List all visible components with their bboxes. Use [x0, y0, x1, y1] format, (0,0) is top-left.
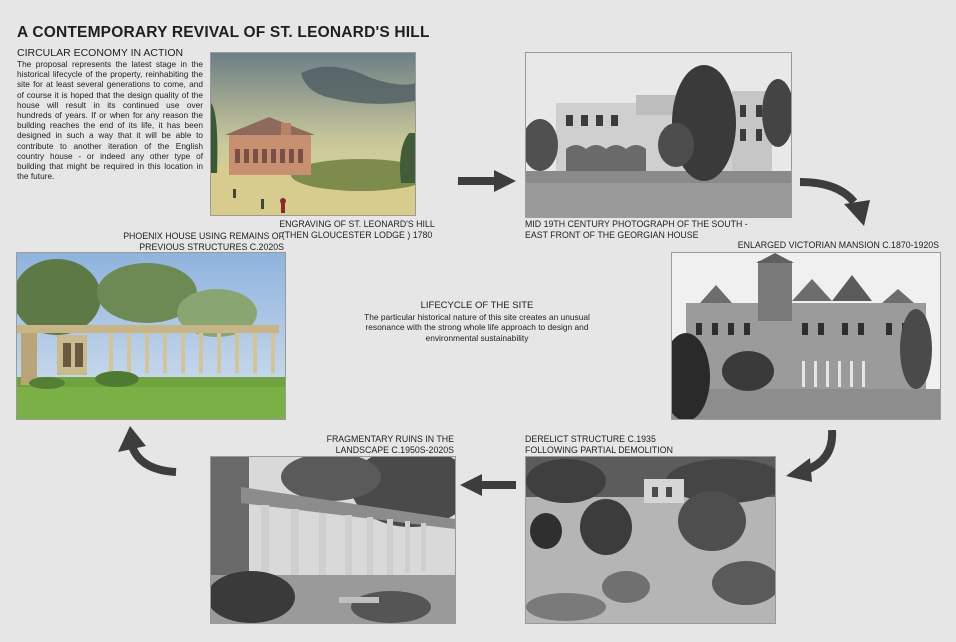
arrow-left-icon [460, 474, 516, 496]
stage-4-caption-line2: FOLLOWING PARTIAL DEMOLITION [525, 444, 673, 455]
phoenix-house-render [16, 252, 286, 420]
curved-arrow-3-head [118, 426, 146, 452]
stage-1-caption-line1: ENGRAVING OF ST. LEONARD'S HILL [279, 219, 435, 229]
stage-6-caption-line1: PHOENIX HOUSE USING REMAINS OF [123, 231, 284, 241]
stage-3-caption [680, 240, 939, 251]
stage-5-caption-line1: FRAGMENTARY RUINS IN THE [326, 434, 454, 444]
stage-5-caption [250, 434, 454, 455]
curved-arrow-2-head [786, 458, 812, 482]
arrow-left-head [460, 474, 482, 496]
curved-arrow-down-left-icon [782, 430, 842, 484]
curved-arrow-down-right-icon [798, 176, 872, 228]
stage-2-caption-line2: EAST FRONT OF THE GEORGIAN HOUSE [525, 229, 699, 240]
stage-2-caption-line1: MID 19TH CENTURY PHOTOGRAPH OF THE SOUTH - [525, 219, 748, 229]
intro-heading: CIRCULAR ECONOMY IN ACTION [17, 47, 184, 59]
page-title: A CONTEMPORARY REVIVAL OF ST. LEONARD'S HILL [17, 24, 430, 41]
lifecycle-body: The particular historical nature of this site creates an unusual resonance with the strong whole life approach to design and environmental sustainability [364, 311, 590, 343]
stage-1-caption [268, 219, 446, 240]
fragmentary-ruins-photo [210, 456, 456, 624]
stage-5-caption-line2: LANDSCAPE C.1950S-2020S [335, 444, 454, 455]
stage-4-caption-line1: DERELICT STRUCTURE C.1935 [525, 434, 656, 444]
lifecycle-heading: LIFECYCLE OF THE SITE [420, 300, 534, 311]
curved-arrow-3-shaft [132, 446, 176, 472]
arrow-right-head [494, 170, 516, 192]
derelict-structure-photo [525, 456, 776, 624]
intro-body: The proposal represents the latest stage in the historical lifecycle of the property, reinhabiting the site for at least several generations to come, and of course it is hoped that the design quality of the house will result in its continued use over hundreds of years. If or when for any reason the building reaches the end of its life, it has been designed in such a way that it will be able to contribute to another iteration of the English country house - or indeed any other type of building that might be required in this location in the future. [17, 59, 203, 182]
stage-1-caption-line2: (THEN GLOUCESTER LODGE ) 1780 [281, 229, 433, 240]
engraving-1780-image [210, 52, 416, 216]
stage-3-caption-line1: ENLARGED VICTORIAN MANSION C.1870-1920S [737, 240, 939, 250]
victorian-mansion-photo [671, 252, 941, 420]
stage-4-caption [525, 434, 755, 455]
intro-block [17, 47, 203, 181]
curved-arrow-up-left-icon [116, 426, 178, 480]
georgian-house-photo [525, 52, 792, 218]
curved-arrow-1-head [844, 200, 870, 226]
curved-arrow-1-shaft [800, 182, 854, 202]
arrow-right-shaft [458, 177, 496, 185]
stage-6-caption [60, 231, 284, 252]
stage-6-caption-line2: PREVIOUS STRUCTURES C.2020S [139, 241, 284, 252]
lifecycle-text [352, 300, 602, 343]
arrow-right-icon [458, 170, 518, 192]
arrow-left-shaft [480, 481, 516, 489]
stage-2-caption [525, 219, 805, 240]
